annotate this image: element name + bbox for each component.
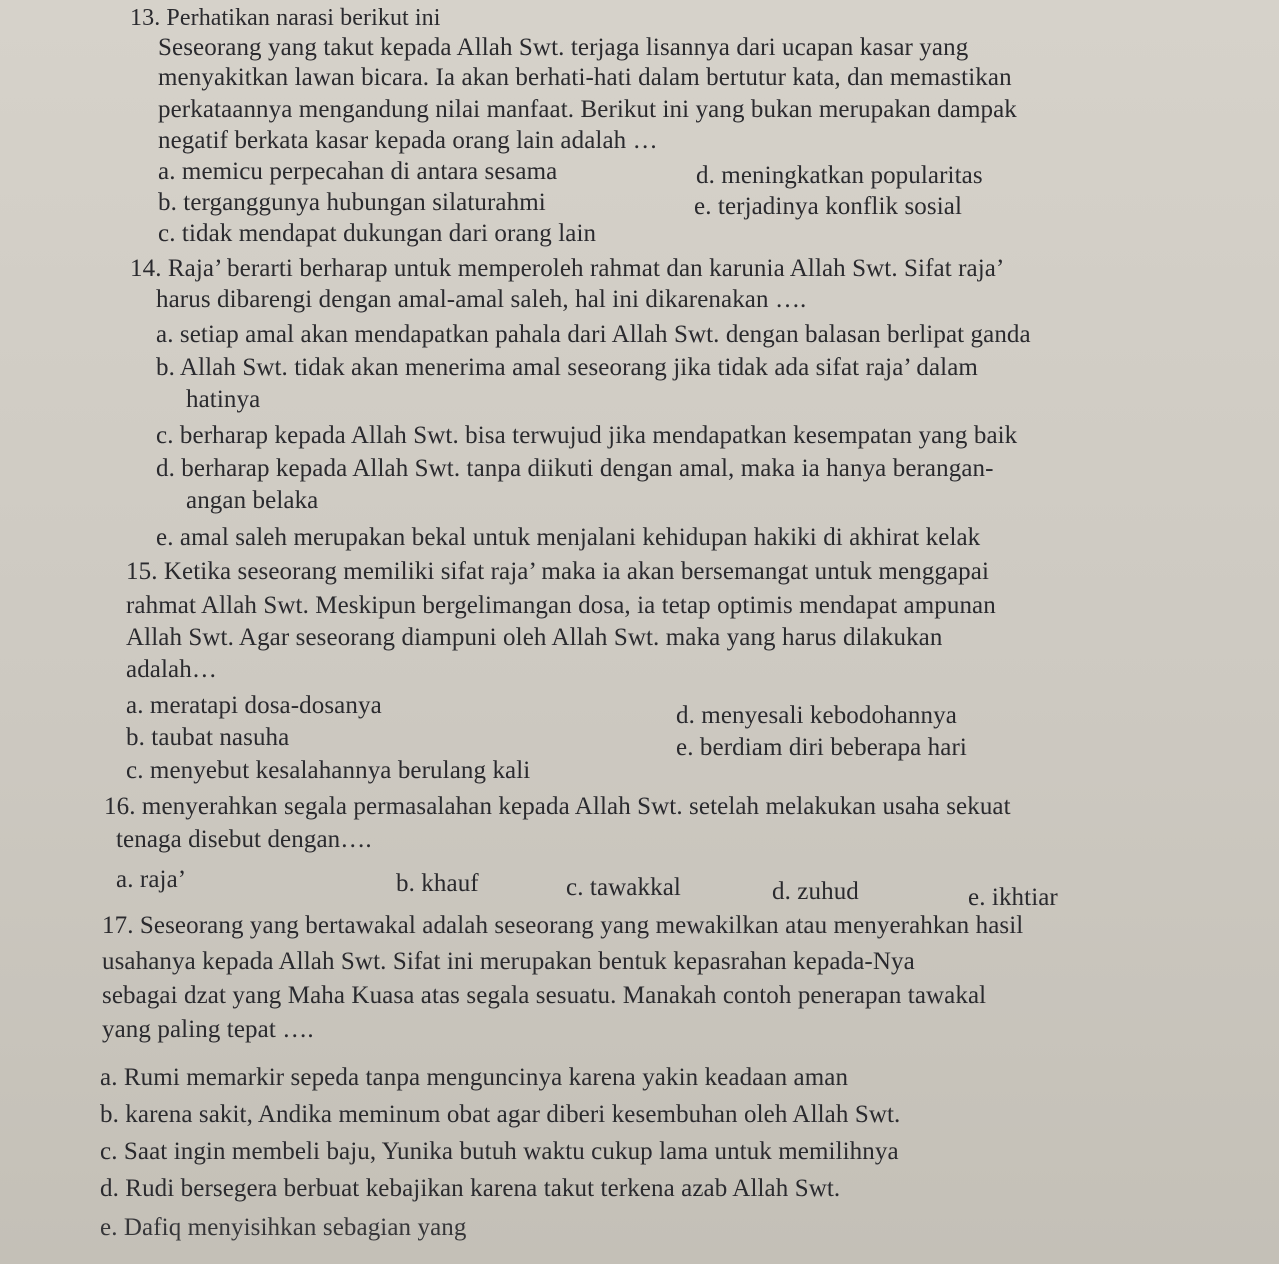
q14-option-d-line-2: angan belaka — [186, 487, 319, 514]
q16-question-line-1: 16. menyerahkan segala permasalahan kepada Allah Swt. setelah melakukan usaha sekuat — [104, 793, 1011, 820]
q13-narration-line-2: menyakitkan lawan bicara. Ia akan berhati-hati dalam bertutur kata, dan memastikan — [158, 64, 1012, 91]
q13-option-c: c. tidak mendapat dukungan dari orang lain — [158, 220, 597, 247]
q13-header: 13. Perhatikan narasi berikut ini — [130, 5, 441, 31]
q14-option-e: e. amal saleh merupakan bekal untuk menjalani kehidupan hakiki di akhirat kelak — [156, 524, 981, 551]
q13-option-e: e. terjadinya konflik sosial — [694, 193, 963, 220]
q16-option-a: a. raja’ — [116, 866, 187, 893]
q13-narration-line-1: Seseorang yang takut kepada Allah Swt. terjaga lisannya dari ucapan kasar yang — [158, 34, 969, 61]
q17-question-line-1: 17. Seseorang yang bertawakal adalah seseorang yang mewakilkan atau menyerahkan hasil — [102, 912, 1024, 939]
q17-question-line-3: sebagai dzat yang Maha Kuasa atas segala sesuatu. Manakah contoh penerapan tawakal — [102, 982, 987, 1009]
q13-option-b: b. terganggunya hubungan silaturahmi — [158, 189, 546, 216]
q14-option-a: a. setiap amal akan mendapatkan pahala dari Allah Swt. dengan balasan berlipat ganda — [156, 321, 1031, 348]
q15-question-line-1: 15. Ketika seseorang memiliki sifat raja’ maka ia akan bersemangat untuk menggapai — [126, 558, 989, 585]
q17-option-b: b. karena sakit, Andika meminum obat agar diberi kesembuhan oleh Allah Swt. — [100, 1101, 901, 1128]
q14-question-line-1: 14. Raja’ berarti berharap untuk memperoleh rahmat dan karunia Allah Swt. Sifat raja’ — [130, 255, 1005, 282]
q13-narration-line-4: negatif berkata kasar kepada orang lain adalah … — [158, 127, 658, 154]
q14-option-d-line-1: d. berharap kepada Allah Swt. tanpa diikuti dengan amal, maka ia hanya berangan- — [156, 455, 994, 482]
q15-question-line-3: Allah Swt. Agar seseorang diampuni oleh Allah Swt. maka yang harus dilakukan — [126, 624, 943, 651]
q17-question-line-4: yang paling tepat …. — [102, 1016, 314, 1043]
q15-option-b: b. taubat nasuha — [126, 724, 290, 751]
q14-option-c: c. berharap kepada Allah Swt. bisa terwujud jika mendapatkan kesempatan yang baik — [156, 422, 1018, 449]
q16-option-c: c. tawakkal — [566, 874, 681, 901]
q13-option-a: a. memicu perpecahan di antara sesama — [158, 158, 558, 185]
q17-option-a: a. Rumi memarkir sepeda tanpa menguncinya karena yakin keadaan aman — [100, 1064, 849, 1091]
q16-option-e: e. ikhtiar — [968, 884, 1058, 911]
q17-question-line-2: usahanya kepada Allah Swt. Sifat ini merupakan bentuk kepasrahan kepada-Nya — [102, 948, 915, 975]
q15-option-e: e. berdiam diri beberapa hari — [676, 734, 967, 761]
q15-question-line-2: rahmat Allah Swt. Meskipun bergelimangan dosa, ia tetap optimis mendapat ampunan — [126, 592, 996, 619]
q14-option-b-line-1: b. Allah Swt. tidak akan menerima amal seseorang jika tidak ada sifat raja’ dalam — [156, 354, 978, 381]
q13-option-d: d. meningkatkan popularitas — [696, 162, 983, 189]
q15-option-d: d. menyesali kebodohannya — [676, 702, 957, 729]
q16-question-line-2: tenaga disebut dengan…. — [116, 826, 372, 853]
q17-option-d: d. Rudi bersegera berbuat kebajikan karena takut terkena azab Allah Swt. — [100, 1175, 841, 1202]
q17-option-c: c. Saat ingin membeli baju, Yunika butuh waktu cukup lama untuk memilihnya — [100, 1138, 899, 1165]
q15-option-c: c. menyebut kesalahannya berulang kali — [126, 757, 531, 784]
q14-option-b-line-2: hatinya — [186, 386, 261, 413]
q16-option-d: d. zuhud — [772, 878, 859, 905]
q17-option-e: e. Dafiq menyisihkan sebagian yang — [100, 1214, 467, 1241]
q15-option-a: a. meratapi dosa-dosanya — [126, 692, 382, 719]
q13-narration-line-3: perkataannya mengandung nilai manfaat. Berikut ini yang bukan merupakan dampak — [158, 96, 1017, 123]
q15-question-line-4: adalah… — [126, 656, 217, 683]
q16-option-b: b. khauf — [396, 870, 479, 897]
q14-question-line-2: harus dibarengi dengan amal-amal saleh, hal ini dikarenakan …. — [156, 286, 807, 313]
